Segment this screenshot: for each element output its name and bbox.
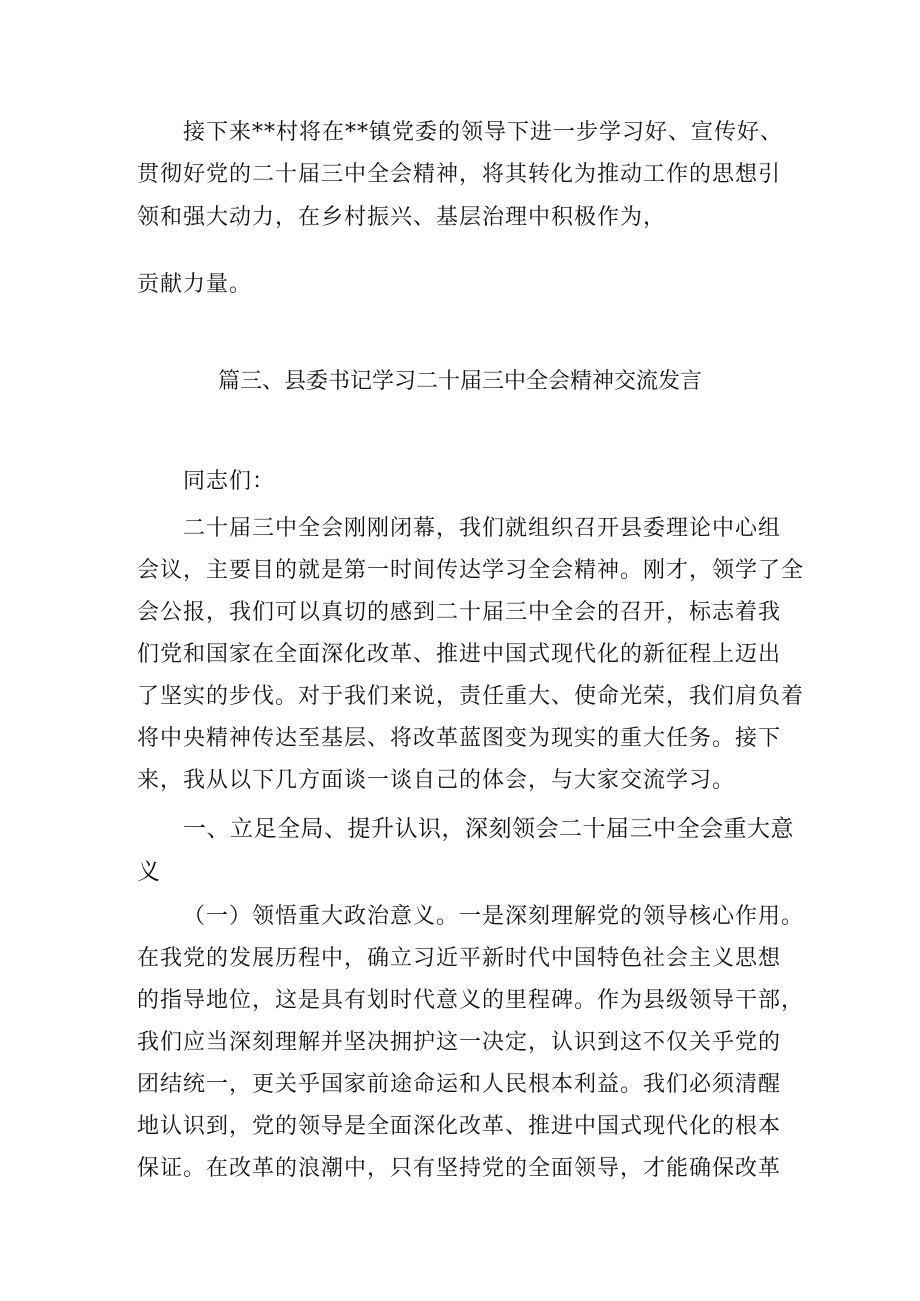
paragraph1-line-5: 了坚实的步伐。对于我们来说，责任重大、使命光荣，我们肩负着 [137, 684, 805, 709]
paragraph2-line-2: 在我党的发展历程中，确立习近平新时代中国特色社会主义思想 [137, 946, 782, 971]
paragraph1-line-4: 们党和国家在全面深化改革、推进中国式现代化的新征程上迈出 [137, 642, 782, 667]
paragraph1-line-1: 二十届三中全会刚刚闭幕，我们就组织召开县委理论中心组 [183, 516, 782, 541]
intro-line-2: 贯彻好党的二十届三中全会精神，将其转化为推动工作的思想引 [137, 162, 782, 187]
section-title: 篇三、县委书记学习二十届三中全会精神交流发言 [217, 369, 702, 394]
paragraph2-line-3: 的指导地位，这是具有划时代意义的里程碑。作为县级领导干部， [137, 988, 805, 1013]
paragraph2-line-6: 地认识到，党的领导是全面深化改革、推进中国式现代化的根本 [137, 1114, 782, 1139]
paragraph2-line-5: 团结统一，更关乎国家前途命运和人民根本利益。我们必须清醒 [137, 1072, 782, 1097]
heading1-line-2: 义 [137, 859, 161, 885]
paragraph2-line-7: 保证。在改革的浪潮中，只有坚持党的全面领导，才能确保改革 [137, 1156, 782, 1181]
salutation: 同志们： [183, 469, 276, 494]
paragraph1-line-6: 将中央精神传达至基层、将改革蓝图变为现实的重大任务。接下 [137, 726, 782, 751]
heading1-line-1: 一、立足全局、提升认识，深刻领会二十届三中全会重大意 [183, 816, 794, 842]
paragraph2-line-4: 我们应当深刻理解并坚决拥护这一决定，认识到这不仅关乎党的 [137, 1030, 782, 1055]
paragraph2-line-1: （一）领悟重大政治意义。一是深刻理解党的领导核心作用。 [183, 904, 805, 929]
intro-line-1: 接下来**村将在**镇党委的领导下进一步学习好、宣传好、 [183, 120, 784, 145]
intro-line-3: 领和强大动力，在乡村振兴、基层治理中积极作为， [137, 205, 667, 230]
paragraph1-line-2: 会议，主要目的就是第一时间传达学习全会精神。刚才，领学了全 [137, 558, 805, 583]
paragraph1-line-3: 会公报，我们可以真切的感到二十届三中全会的召开，标志着我 [137, 600, 782, 625]
intro-line-4: 贡献力量。 [137, 272, 253, 297]
paragraph1-line-7: 来，我从以下几方面谈一谈自己的体会，与大家交流学习。 [137, 768, 736, 793]
